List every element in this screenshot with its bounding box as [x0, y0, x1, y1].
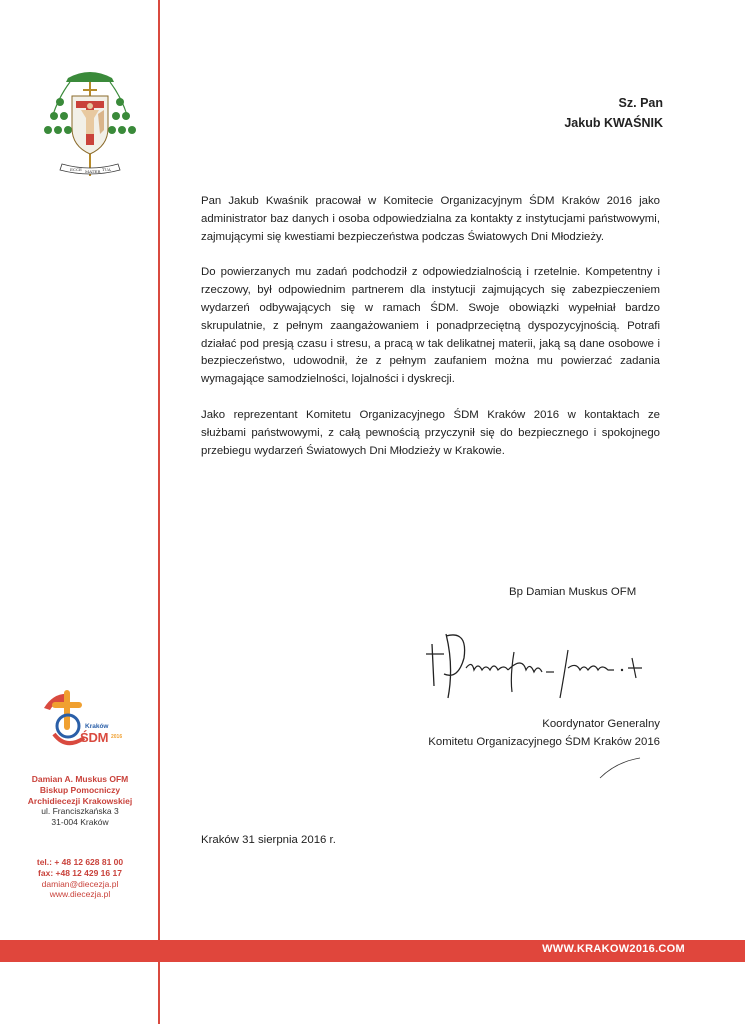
sidebar-divider-line: [158, 0, 160, 1024]
sender-role: Biskup Pomocniczy: [39, 784, 121, 795]
signer-title-line: Komitetu Organizacyjnego ŚDM Kraków 2016: [428, 736, 660, 748]
sender-city: 31-004 Kraków: [51, 817, 109, 828]
handwritten-signature: [418, 626, 654, 708]
email-link[interactable]: damian@diecezja.pl: [41, 878, 119, 889]
sender-name: Damian A. Muskus OFM: [31, 774, 129, 784]
tel-label: tel.:: [36, 857, 52, 867]
signer-title: [428, 715, 660, 751]
motto-word: ECCE: [70, 167, 82, 172]
motto-word: MATER: [85, 169, 101, 174]
sender-block: [10, 774, 150, 828]
logo-year: 2016: [111, 734, 123, 740]
motto-word: TUA: [102, 167, 111, 172]
logo-city: Kraków: [85, 723, 109, 730]
tel-value: + 48 12 628 81 00: [54, 857, 124, 867]
pen-stroke: [596, 752, 646, 782]
fax-label: fax:: [38, 867, 54, 878]
sender-archdiocese: Archidiecezji Krakowskiej: [27, 795, 133, 806]
letter-paragraph: Jako reprezentant Komitetu Organizacyjnego ŚDM Kraków 2016 w kontaktach ze służbami państwowymi, z całą pewnością przyczynił się do bezpiecznego i spokojnego przebiegu wydarzeń Światowych Dni Młodzieży w Krakowie.: [201, 408, 660, 457]
fax-value: +48 12 429 16 17: [55, 867, 122, 878]
fax-line: [10, 868, 150, 879]
phone-line: [10, 857, 150, 868]
letter-body: [201, 193, 660, 478]
sender-street: ul. Franciszkańska 3: [41, 806, 119, 817]
letter-date: Kraków 31 sierpnia 2016 r.: [201, 834, 336, 846]
signer-title-line: Koordynator Generalny: [542, 718, 660, 730]
letter-paragraph: Do powierzanych mu zadań podchodził z odpowiedzialnością i rzetelnie. Kompetentny i rzeczowy, był odpowiednim partnerem dla instytucji zajmujących się zabezpieczeniem wydarzeń odbywających się w ramach ŚDM. Swoje obowiązki wypełniał bardzo skrupulatnie, z pełnym zaangażowaniem i ponadprzeciętną dyspozycyjnością. Potrafi działać pod presją czasu i stresu, a pracą w tak delikatnej materii, jaką są dane osobowe i bezpieczeństwo, udowodnił, że z pełnym zaufaniem można mu powierzać zadania wymagające samodzielności, lojalności i dyskrecji.: [201, 266, 660, 386]
recipient-block: [564, 93, 663, 133]
signer-name: Bp Damian Muskus OFM: [509, 586, 637, 598]
coat-of-arms-icon: [40, 68, 140, 180]
recipient-salutation: Sz. Pan: [618, 96, 663, 110]
letter-paragraph: Pan Jakub Kwaśnik pracował w Komitecie Organizacyjnym ŚDM Kraków 2016 jako administrator baz danych i osoba odpowiedzialna za kontakty z instytucjami państwowymi, zajmującymi się kwestiami bezpieczeństwa podczas Światowych Dni Młodzieży.: [201, 195, 660, 243]
website-link[interactable]: www.diecezja.pl: [49, 889, 111, 900]
recipient-name: Jakub KWAŚNIK: [564, 116, 663, 130]
footer-website-link[interactable]: WWW.KRAKOW2016.COM: [542, 943, 685, 955]
contact-block: [10, 857, 150, 900]
logo-brand: ŚDM: [80, 730, 109, 745]
